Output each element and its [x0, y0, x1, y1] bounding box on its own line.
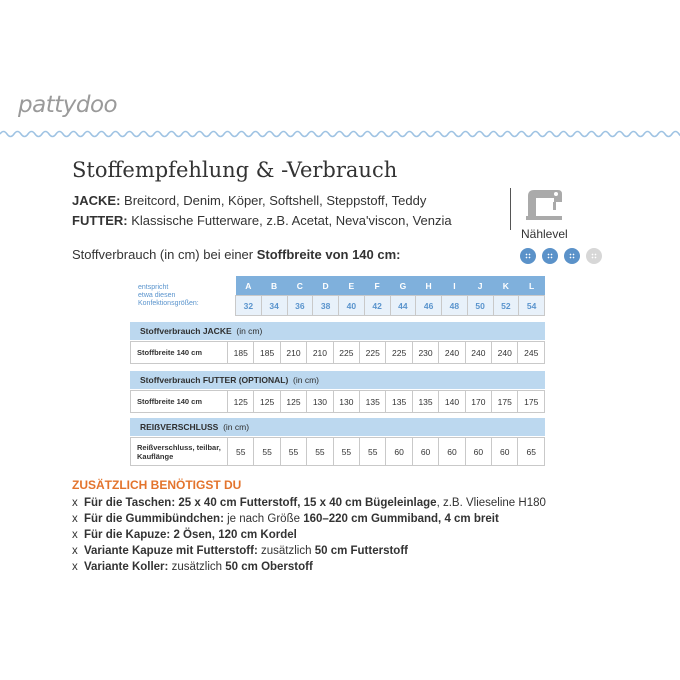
section-title: REIẞVERSCHLUSS: [140, 422, 219, 432]
section-reissverschluss: [130, 418, 545, 436]
size-header-table: [130, 276, 545, 316]
size-letter: I: [442, 276, 468, 296]
bullet-bold: Variante Koller:: [84, 561, 169, 573]
value-cell: 55: [228, 438, 254, 466]
value-cell: 125: [228, 391, 254, 413]
page-title: Stoffempfehlung & -Verbrauch: [72, 158, 398, 182]
bullet-item: [72, 561, 313, 573]
jacke-table: [130, 341, 545, 364]
jacke-line: [72, 193, 426, 208]
bullet-text: , z.B. Vlieseline H180: [436, 497, 546, 509]
futter-text: Klassische Futterware, z.B. Acetat, Neva'viscon, Venzia: [127, 213, 452, 228]
section-jacke: [130, 322, 545, 340]
value-cell: 125: [254, 391, 280, 413]
value-cell: 240: [439, 342, 465, 364]
section-unit: (in cm): [236, 326, 263, 336]
bullet-bold: Für die Gummibündchen:: [84, 513, 224, 525]
konf-size: 46: [416, 296, 442, 316]
size-letter: L: [519, 276, 545, 296]
bullet-marker: x: [72, 561, 78, 573]
consumption-line: [72, 247, 401, 262]
size-meta-line: Konfektionsgrößen:: [138, 299, 199, 307]
wave-divider: [0, 128, 680, 140]
jacke-text: Breitcord, Denim, Köper, Softshell, Steppstoff, Teddy: [120, 193, 427, 208]
konf-size: 50: [467, 296, 493, 316]
value-cell: 225: [333, 342, 359, 364]
futter-label: FUTTER:: [72, 213, 128, 228]
value-cell: 230: [412, 342, 438, 364]
value-cell: 240: [465, 342, 491, 364]
value-cell: 185: [254, 342, 280, 364]
bullet-item: [72, 513, 499, 525]
divider: [510, 188, 511, 230]
value-cell: 140: [439, 391, 465, 413]
value-cell: 170: [465, 391, 491, 413]
size-letter: D: [313, 276, 339, 296]
value-cell: 55: [254, 438, 280, 466]
section-title: Stoffverbrauch FUTTER (OPTIONAL): [140, 375, 289, 385]
size-letter: A: [236, 276, 262, 296]
value-cell: 175: [518, 391, 545, 413]
size-letter: J: [467, 276, 493, 296]
konf-size: 54: [519, 296, 545, 316]
bullet-bold: 50 cm Futterstoff: [314, 545, 408, 557]
value-cell: 60: [439, 438, 465, 466]
value-cell: 55: [360, 438, 386, 466]
level-indicator: [520, 248, 602, 264]
size-letter: G: [390, 276, 416, 296]
bullet-marker: x: [72, 513, 78, 525]
value-cell: 130: [307, 391, 333, 413]
level-button-icon: [520, 248, 536, 264]
bullet-bold: 160–220 cm Gummiband, 4 cm breit: [303, 513, 499, 525]
brand-logo: pattydoo: [18, 92, 118, 118]
reissverschluss-table: [130, 437, 545, 466]
size-letter: K: [493, 276, 519, 296]
value-cell: 135: [360, 391, 386, 413]
bullet-marker: x: [72, 529, 78, 541]
section-unit: (in cm): [293, 375, 319, 385]
bullet-bold: Für die Taschen: 25 x 40 cm Futterstoff, 15 x 40 cm Bügeleinlage: [84, 497, 437, 509]
section-unit: (in cm): [223, 422, 250, 432]
size-letter: H: [416, 276, 442, 296]
bullet-marker: x: [72, 497, 78, 509]
konf-size: 38: [313, 296, 339, 316]
size-meta-line: entspricht: [138, 283, 169, 291]
size-meta: [130, 276, 236, 316]
konf-size: 32: [236, 296, 262, 316]
extra-title: ZUSÄTZLICH BENÖTIGST DU: [72, 478, 242, 492]
section-title: Stoffverbrauch JACKE: [140, 326, 232, 336]
size-meta-line: etwa diesen: [138, 291, 176, 299]
jacke-label: JACKE:: [72, 193, 121, 208]
size-letter: B: [261, 276, 287, 296]
value-cell: 130: [333, 391, 359, 413]
value-cell: 60: [492, 438, 518, 466]
bullet-item: [72, 497, 546, 509]
value-cell: 55: [333, 438, 359, 466]
bullet-text: zusätzlich: [257, 545, 315, 557]
konf-size: 44: [390, 296, 416, 316]
value-cell: 210: [280, 342, 306, 364]
value-cell: 135: [386, 391, 412, 413]
bullet-bold: 50 cm Oberstoff: [225, 561, 313, 573]
value-cell: 175: [492, 391, 518, 413]
konf-size: 48: [442, 296, 468, 316]
value-cell: 135: [412, 391, 438, 413]
konf-size: 42: [364, 296, 390, 316]
bullet-bold: Variante Kapuze mit Futterstoff:: [84, 545, 258, 557]
value-cell: 55: [280, 438, 306, 466]
futter-table: [130, 390, 545, 413]
value-cell: 225: [360, 342, 386, 364]
sewing-machine-icon: [520, 186, 568, 222]
bullet-text: zusätzlich: [168, 561, 226, 573]
size-letter: C: [287, 276, 313, 296]
row-label: Stoffbreite 140 cm: [131, 391, 228, 413]
level-label: Nählevel: [521, 227, 568, 241]
value-cell: 65: [518, 438, 545, 466]
value-cell: 240: [492, 342, 518, 364]
bullet-bold: Für die Kapuze: 2 Ösen, 120 cm Kordel: [84, 529, 297, 541]
section-futter: [130, 371, 545, 389]
value-cell: 125: [280, 391, 306, 413]
value-cell: 60: [412, 438, 438, 466]
size-letter: F: [364, 276, 390, 296]
konf-size: 52: [493, 296, 519, 316]
konf-size: 40: [339, 296, 365, 316]
row-label: Reißverschluss, teilbar, Kauflänge: [131, 438, 228, 466]
value-cell: 60: [386, 438, 412, 466]
futter-line: [72, 213, 452, 228]
bullet-item: [72, 529, 297, 541]
value-cell: 185: [228, 342, 254, 364]
value-cell: 225: [386, 342, 412, 364]
konf-size: 36: [287, 296, 313, 316]
bullet-item: [72, 545, 408, 557]
value-cell: 245: [518, 342, 545, 364]
row-label: Stoffbreite 140 cm: [131, 342, 228, 364]
consumption-width: Stoffbreite von 140 cm:: [256, 247, 401, 262]
level-button-icon: [564, 248, 580, 264]
bullet-text: je nach Größe: [223, 513, 304, 525]
level-button-icon: [542, 248, 558, 264]
size-letter: E: [339, 276, 365, 296]
level-button-icon: [586, 248, 602, 264]
consumption-prefix: Stoffverbrauch (in cm) bei einer: [72, 247, 257, 262]
konf-size: 34: [261, 296, 287, 316]
bullet-marker: x: [72, 545, 78, 557]
value-cell: 60: [465, 438, 491, 466]
value-cell: 55: [307, 438, 333, 466]
value-cell: 210: [307, 342, 333, 364]
